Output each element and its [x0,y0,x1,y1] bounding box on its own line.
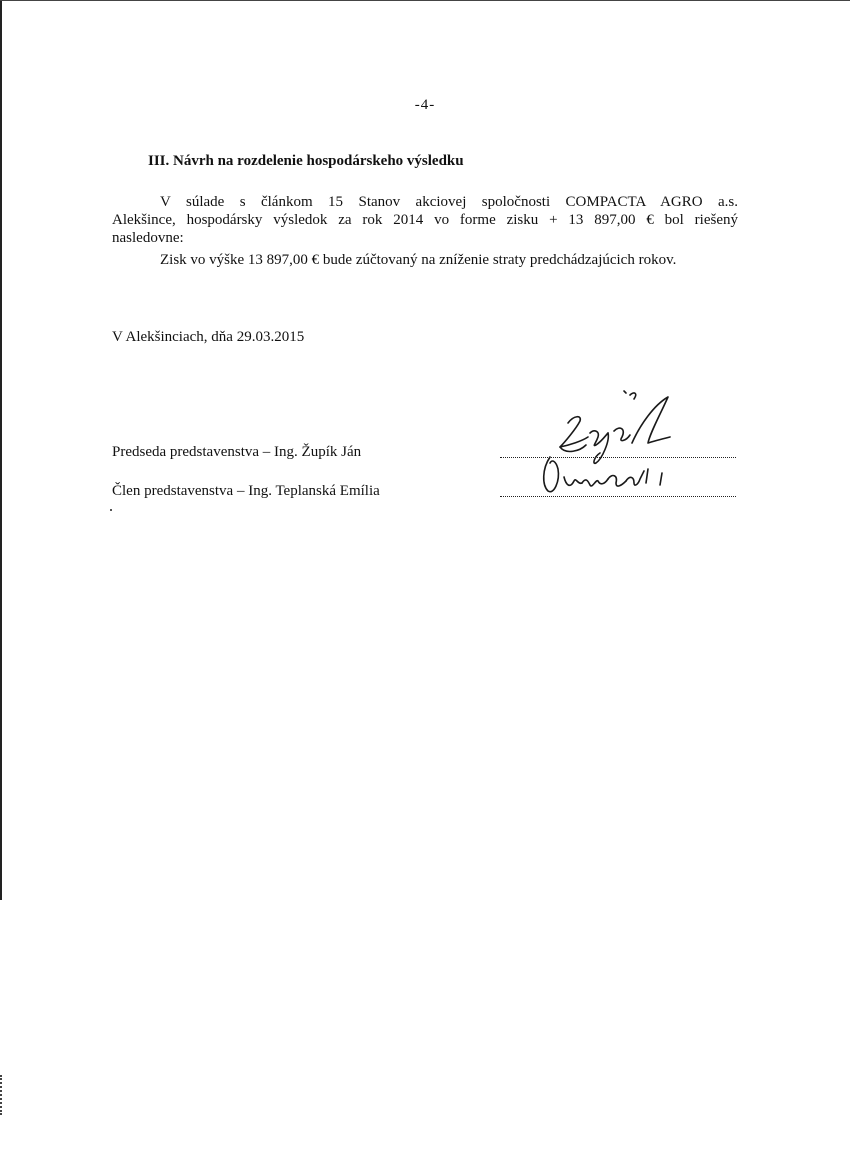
scan-edge-left [0,0,2,900]
place-and-date: V Alekšinciach, dňa 29.03.2015 [112,329,305,345]
paragraph-profit-statement [112,251,738,269]
scan-edge-marks [0,1075,5,1115]
paragraph-line: V súlade s článkom 15 Stanov akciovej spoločnosti COMPACTA AGRO a.s. [160,194,738,210]
scan-edge-top [0,0,850,1]
handwritten-signature-icon [530,385,710,510]
signatory-member: Člen predstavenstva – Ing. Teplanská Emília [112,483,380,499]
signatory-chairman: Predseda predstavenstva – Ing. Župík Ján [112,444,362,460]
section-title: III. Návrh na rozdelenie hospodárskeho výsledku [148,153,464,169]
paragraph-line: nasledovne: [112,230,184,246]
page-number: -4- [414,97,436,113]
paragraph-line: Alekšince, hospodársky výsledok za rok 2014 vo forme zisku + 13 897,00 € bol riešený [112,212,738,228]
paragraph-line: Zisk vo výške 13 897,00 € bude zúčtovaný na zníženie straty predchádzajúcich rokov. [160,252,677,268]
scan-speck [110,509,112,511]
paragraph-profit-allocation [112,193,738,247]
